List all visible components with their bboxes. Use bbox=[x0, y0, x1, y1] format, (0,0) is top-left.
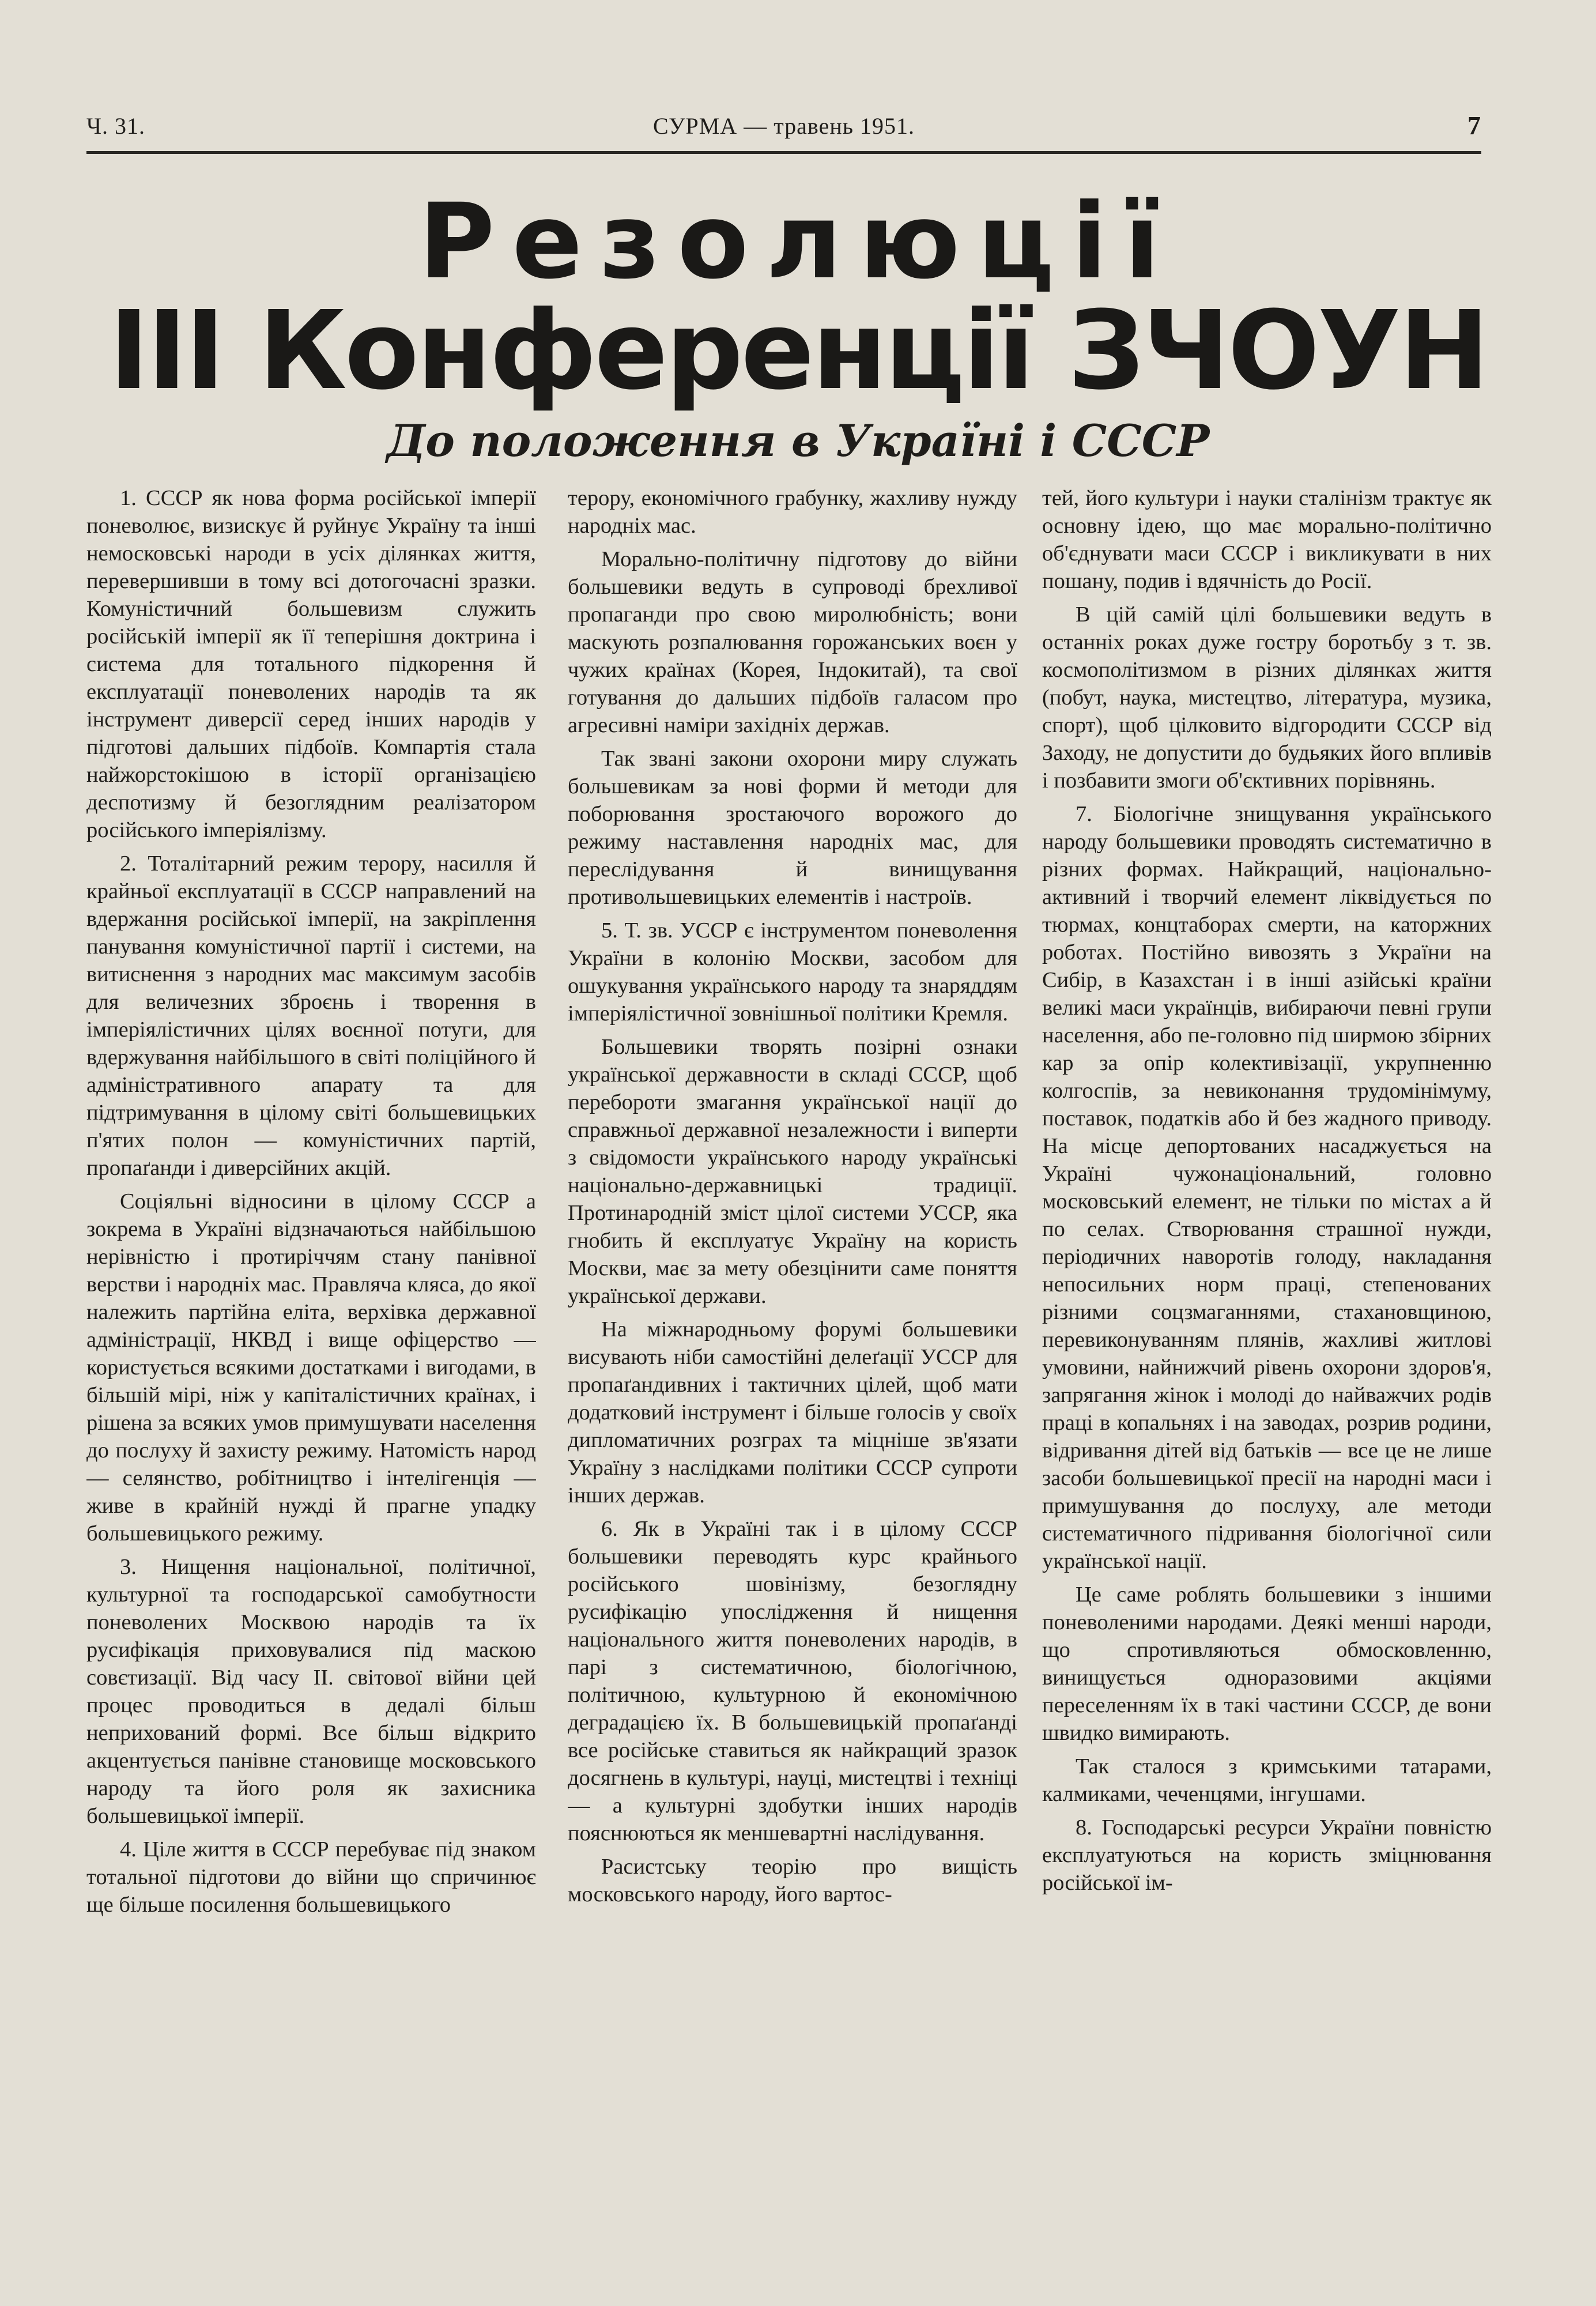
paragraph: терору, економічного грабунку, жахливу нужду народніх мас. bbox=[568, 486, 1017, 538]
paragraph: 5. Т. зв. УССР є інструментом поневолення України в колонію Москви, засобом для ошукування українського народу та знаряддям імперіялістичної зовнішньої політики Кремля. bbox=[568, 918, 1017, 1026]
text-column-3 bbox=[1042, 484, 1492, 2289]
page-header bbox=[86, 112, 1481, 147]
text-column-2 bbox=[568, 484, 1017, 2289]
paragraph: В цій самій цілі большевики ведуть в останніх роках дуже гостру боротьбу з т. зв. космополітизмом в різних ділянках життя (побут, наука, мистецтво, література, музика, спорт), щоб цілковито відгородити СССР від Заходу, не допустити до будьяких його впливів і позбавити змоги об'єктивних порівнянь. bbox=[1042, 602, 1492, 793]
paragraph: 6. Як в Україні так і в цілому СССР большевики переводять курс крайнього російського шовінізму, безоглядну русифікацію упослідження й нищення національного життя поневолених народів, в парі з систематичною, біологічною, політичною, культурною й економічною деградацією їх. В большевицькій пропаґанді все російське ставиться як найкращий зразок досягнень в культурі, науці, мистецтві і техніці — а культурні здобутки інших народів пояснюються як меншевартні наслідування. bbox=[568, 1517, 1017, 1845]
page-number: 7 bbox=[1467, 111, 1481, 140]
paragraph: 8. Господарські ресурси України повністю експлуатуються на користь зміцнювання російської ім- bbox=[1042, 1815, 1492, 1895]
masthead-title: СУРМА — травень 1951. bbox=[653, 113, 915, 139]
issue-number: Ч. 31. bbox=[86, 113, 145, 139]
paragraph: Так сталося з кримськими татарами, калмиками, чеченцями, інгушами. bbox=[1042, 1754, 1492, 1806]
headline-line-1: Резолюції bbox=[418, 182, 1178, 302]
paragraph: Соціяльні відносини в цілому СССР а зокрема в Україні відзначаються найбільшою нерівністю і протиріччям стану панівної верстви і народніх мас. Правляча кляса, до якої належить партійна еліта, верхівка державної адміністрації, НКВД і вище офіцерство — користується всякими достатками і вигодами, в більшій мірі, ніж у капіталістичних країнах, і рішена за всяких умов примушувати населення до послуху й захисту режиму. Натомість народ — селянство, робітництво і інтелігенція — живе в крайній нужді й прагне упадку большевицького режиму. bbox=[86, 1189, 536, 1546]
paragraph: 4. Ціле життя в СССР перебуває під знаком тотальної підготови до війни що спричинює ще більше посилення большевицького bbox=[86, 1837, 536, 1917]
paragraph: 2. Тоталітарний режим терору, насилля й крайньої експлуатації в СССР направлений на вдержання російської імперії, на закріплення панування комуністичної партії і системи, на витиснення з народних мас максимум засобів для величезних зброєнь і творення в імперіялістичних цілях воєнної потуги, для вдержування найбільшого в світі поліційного й адміністративного апарату та для підтримування в цілому світі большевицьких п'ятих полон — комуністичних партій, пропаґанди і диверсійних акцій. bbox=[86, 851, 536, 1180]
paragraph: тей, його культури і науки сталінізм трактує як основну ідею, що має морально-політично об'єднувати маси СССР і викликувати в них пошану, подив і вдячність до Росії. bbox=[1042, 486, 1492, 593]
headline-subtitle: До положення в Україні і СССР bbox=[386, 415, 1210, 466]
paragraph: 1. СССР як нова форма російської імперії поневолює, визискує й руйнує Україну та інші немосковські народи в усіх ділянках життя, перевершивши в тому всі дотогочасні зразки. Комуністичний большевизм служить російській імперії як її теперішня доктрина і система для тотального підкорення й експлуатації поневолених народів та як інструмент диверсії серед інших народів у підготові дальших підбоїв. Компартія стала найжорстокішою в історії організацією деспотизму й безоглядним реалізатором російського імперіялізму. bbox=[86, 486, 536, 842]
paragraph: 3. Нищення національної, політичної, культурної та господарської самобутности поневолених Москвою народів та їх русифікація приховувалися під маскою совєтизації. Від часу II. світової війни цей процес проводиться в дедалі більш неприхований формі. Все більш відкрито акцентується панівне становище московського народу та його роля як захисника большевицької імперії. bbox=[86, 1555, 536, 1828]
paragraph: Большевики творять позірні ознаки української державности в складі СССР, щоб перебороти змагання української нації до справжньої державної незалежности і виперти з свідомости українського народу українські національно-державницькі традиції. Протинародній зміст цілої системи УССР, яка гнобить й експлуатує Україну на користь Москви, має за мету обезцінити саме поняття української держави. bbox=[568, 1035, 1017, 1308]
paragraph: Расистську теорію про вищість московського народу, його вартос- bbox=[568, 1855, 1017, 1906]
paragraph: 7. Біологічне знищування українського народу большевики проводять систематично в різних формах. Найкращий, національно-активний і творчий елемент ліквідується по тюрмах, концтаборах смерти, на каторжних роботах. Постійно вивозять з України на Сибір, в Казахстан і в інші азійські країни великі маси українців, вибираючи певні групи населення, або пе-головно під ширмою збірних кар за опір колективізації, укрупненню колгоспів, за невиконання трудомінімуму, поставок, податків або й без жадного приводу. На місце депортованих насаджується на Україні чужонаціональний, головно московський елемент, не тільки по містах а й по селах. Створювання страшної нужди, періодичних наворотів голоду, накладання непосильних норм праці, степенованих різними соцзмаганнями, стахановщиною, перевиконуванням плянів, жахливі житлові умовини, найнижчий рівень охорони здоров'я, запрягання жінок і молоді до найважчих родів праці в копальнях і на заводах, розрив родини, відривання дітей від батьків — все це не лише засоби большевицької пресії на народні маси і примушування до послуху, але методи систематичного підривання біологічної сили української нації. bbox=[1042, 802, 1492, 1573]
headline-line-2: III Конференції ЗЧОУН bbox=[108, 288, 1488, 414]
header-rule bbox=[86, 151, 1481, 154]
paragraph: На міжнародньому форумі большевики висувають ніби самостійні делеґації УССР для пропаґандивних і тактичних цілей, щоб мати додатковий інструмент і більше голосів у своїх дипломатичних розграх та міцніше зв'язати Україну з наслідками політики СССР супроти інших держав. bbox=[568, 1317, 1017, 1508]
paragraph: Так звані закони охорони миру служать большевикам за нові форми й методи для поборювання зростаючого ворожого до режиму наставлення народніх мас, для переслідування й винищування противольшевицьких елементів і настроїв. bbox=[568, 747, 1017, 909]
paragraph: Це саме роблять большевики з іншими поневоленими народами. Деякі менші народи, що спротивляються обмосковленню, винищується одноразовими акціями переселенням їх в такі частини СССР, де вони швидко вимирають. bbox=[1042, 1582, 1492, 1745]
text-column-1 bbox=[86, 484, 536, 2289]
paragraph: Морально-політичну підготову до війни большевики ведуть в супроводі брехливої пропаганди про свою миролюбність; вони маскують розпалювання горожанських воєн у чужих країнах (Корея, Індокитай), та свої готування до дальших підбоїв галасом про агресивні наміри західніх держав. bbox=[568, 547, 1017, 737]
